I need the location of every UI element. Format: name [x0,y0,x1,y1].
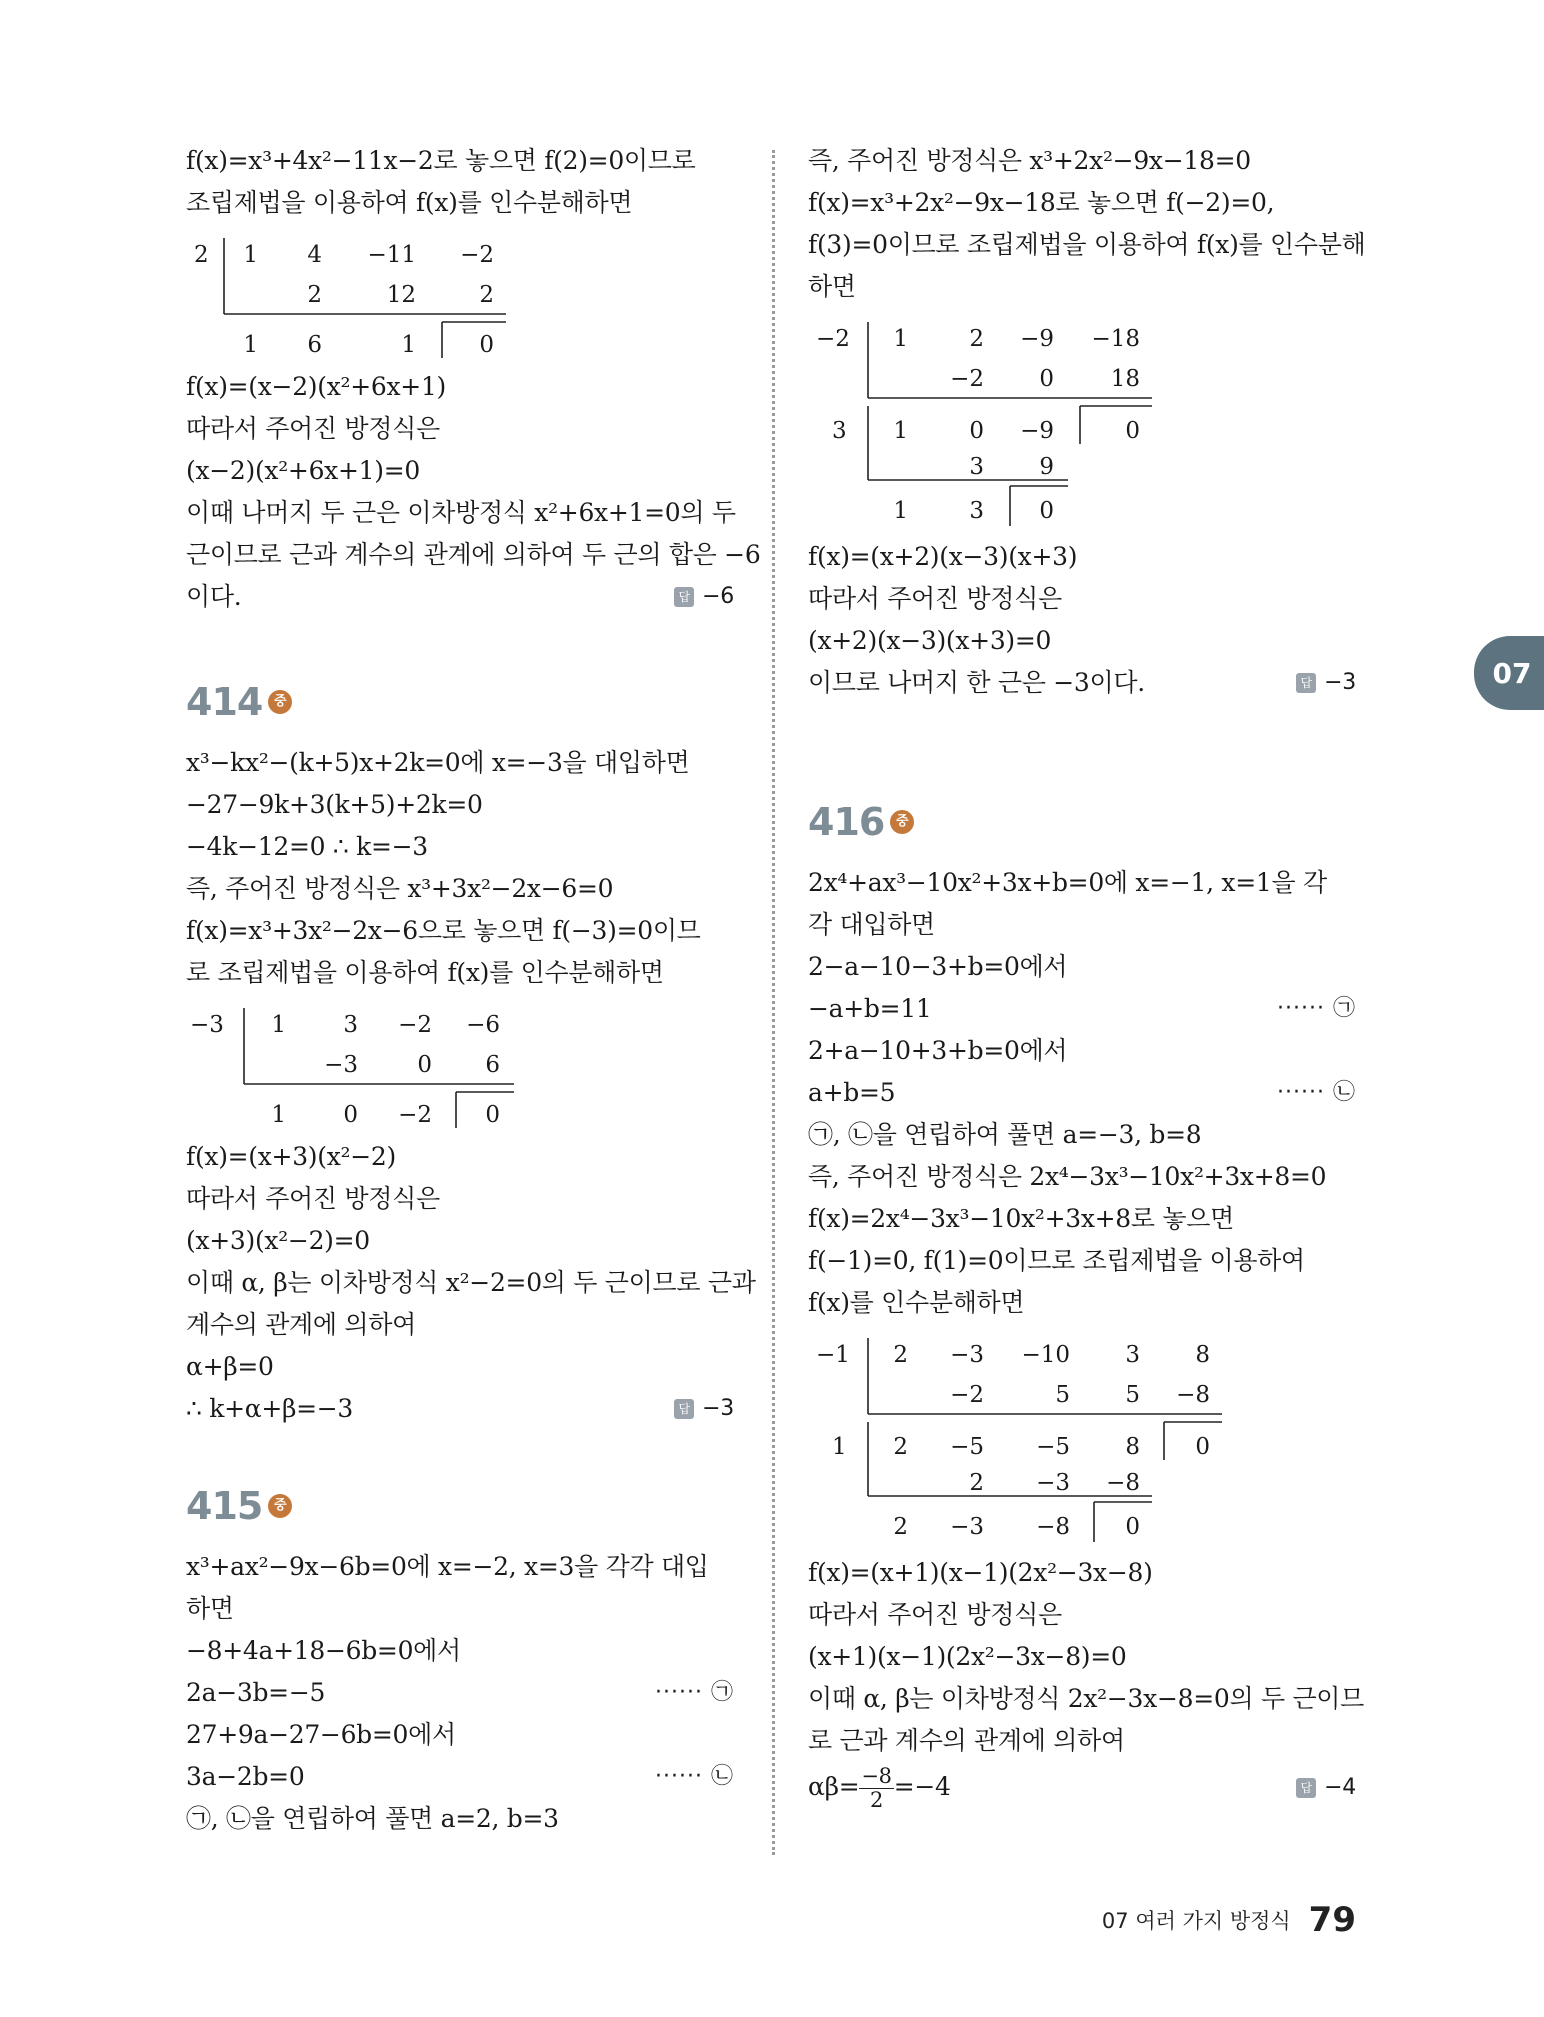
text-line: −27−9k+3(k+5)+2k=0 [186,790,483,819]
division-coefficient: 3 [343,1012,358,1038]
division-result: −5 [950,1434,984,1460]
equation-marker: ······ ㉡ [655,1764,734,1789]
text-line: 27+9a−27−6b=0에서 [186,1720,456,1749]
division-coefficient: 1 [243,242,258,268]
division-result: 8 [1125,1434,1140,1460]
text-line: f(x)=(x+2)(x−3)(x+3) [808,542,1078,571]
difficulty-icon: 중 [268,1494,292,1518]
text-line: 즉, 주어진 방정식은 x³+2x²−9x−18=0 [808,146,1251,175]
equation-line [808,1072,1356,1114]
text-line: 근이므로 근과 계수의 관계에 의하여 두 근의 합은 −6 [186,540,761,569]
problem-header-414 [186,670,734,734]
division-coefficient: 8 [1195,1342,1210,1368]
final-suffix: =−4 [893,1771,951,1801]
division-middle-value: −8 [1176,1382,1210,1408]
division-result: 1 [893,498,908,524]
division-middle-value: 5 [1125,1382,1140,1408]
division-result: 0 [969,418,984,444]
division-root: 1 [832,1434,847,1460]
text-line: (x+1)(x−1)(2x²−3x−8)=0 [808,1642,1127,1671]
division-coefficient: −10 [1021,1342,1070,1368]
problem-number: 415 [186,1484,263,1528]
equation-line [808,988,1356,1030]
division-coefficient: −2 [460,242,494,268]
division-coefficient: 1 [893,326,908,352]
division-coefficient: 4 [307,242,322,268]
text-line: 로 근과 계수의 관계에 의하여 [808,1726,1125,1755]
division-middle-value: 5 [1055,1382,1070,1408]
answer-value: −4 [1324,1775,1356,1800]
equation: 3a−2b=0 [186,1762,305,1791]
left-column [186,140,761,1840]
text-line: 이다. [186,582,242,611]
equation: −a+b=11 [808,994,932,1023]
division-coefficient: −11 [367,242,416,268]
equation-marker: ······ ㉡ [1277,1080,1356,1105]
division-result: 2 [893,1434,908,1460]
synthetic-division-table [186,1000,734,1128]
answer [1296,1767,1356,1809]
answer [674,576,734,618]
problem-number: 416 [808,800,885,844]
right-column [808,140,1366,1814]
answer [674,1388,734,1430]
text-line: 조립제법을 이용하여 f(x)를 인수분해하면 [186,188,633,217]
text-line: 계수의 관계에 의하여 [186,1310,416,1339]
division-coefficient: −9 [1020,326,1054,352]
text-line: f(x)=2x⁴−3x³−10x²+3x+8로 놓으면 [808,1204,1234,1233]
equation: 2a−3b=−5 [186,1678,326,1707]
answer-value: −3 [1324,670,1356,695]
text-line: f(x)=x³+4x²−11x−2로 놓으면 f(2)=0이므로 [186,146,696,175]
division-root: −1 [816,1342,850,1368]
column-divider [772,150,775,1855]
division-root: 2 [194,242,209,268]
division-result: 1 [893,418,908,444]
text-line: 각 대입하면 [808,910,935,939]
division-middle-value: 2 [307,282,322,308]
problem-header-415 [186,1474,734,1538]
division-coefficient: 1 [271,1012,286,1038]
text-line: ∴ k+α+β=−3 [186,1394,354,1423]
text-line: f(x)=(x−2)(x²+6x+1) [186,372,446,401]
division-result: −3 [950,1514,984,1540]
division-result: 6 [307,332,322,358]
equation-line [186,1756,734,1798]
text-line: −4k−12=0 ∴ k=−3 [186,832,428,861]
division-middle-value: 2 [479,282,494,308]
page-footer [1102,1900,1356,1940]
text-line: (x+3)(x²−2)=0 [186,1226,370,1255]
synthetic-division-table [186,230,734,358]
answer-value: −3 [702,1396,734,1421]
text-line: ㉠, ㉡을 연립하여 풀면 a=−3, b=8 [808,1120,1202,1149]
answer-value: −6 [702,584,734,609]
text-line: 따라서 주어진 방정식은 [808,1600,1062,1629]
equation-line [186,1672,734,1714]
text-line: 따라서 주어진 방정식은 [186,1184,440,1213]
division-middle-value: −3 [324,1052,358,1078]
division-middle-value: −2 [950,1382,984,1408]
division-middle-value: 9 [1039,454,1054,480]
division-coefficient: 3 [1125,1342,1140,1368]
text-line: 즉, 주어진 방정식은 x³+3x²−2x−6=0 [186,874,614,903]
text-line: 로 조립제법을 이용하여 f(x)를 인수분해하면 [186,958,664,987]
answer-icon: 답 [1296,1778,1316,1798]
division-middle-value: 18 [1110,366,1140,392]
text-line: 이때 나머지 두 근은 이차방정식 x²+6x+1=0의 두 [186,498,736,527]
answer-line [808,662,1356,704]
division-middle-value: 6 [485,1052,500,1078]
division-result: 0 [343,1102,358,1128]
text-line: 따라서 주어진 방정식은 [186,414,440,443]
division-middle-value: −2 [950,366,984,392]
division-middle-value: 2 [969,1470,984,1496]
answer-icon: 답 [1296,673,1316,693]
text-line: f(x)=(x+1)(x−1)(2x²−3x−8) [808,1558,1153,1587]
difficulty-icon: 중 [890,810,914,834]
text-line: f(x)=x³+2x²−9x−18로 놓으면 f(−2)=0, [808,188,1275,217]
footer-chapter-title: 07 여러 가지 방정식 [1101,1909,1291,1933]
fraction [859,1763,893,1812]
division-root: 3 [832,418,847,444]
division-coefficient: −2 [398,1012,432,1038]
answer-line [186,576,734,618]
division-result: −8 [1036,1514,1070,1540]
text-line: ㉠, ㉡을 연립하여 풀면 a=2, b=3 [186,1804,559,1833]
text-line: 하면 [808,272,856,301]
text-line: −8+4a+18−6b=0에서 [186,1636,461,1665]
division-middle-value: 12 [386,282,416,308]
division-coefficient: −6 [466,1012,500,1038]
text-line: f(x)를 인수분해하면 [808,1288,1025,1317]
division-result: −9 [1020,418,1054,444]
division-result: 2 [893,1514,908,1540]
text-line: (x−2)(x²+6x+1)=0 [186,456,420,485]
text-line: f(x)=(x+3)(x²−2) [186,1142,396,1171]
division-result: 1 [401,332,416,358]
text-line: 이때 α, β는 이차방정식 x²−2=0의 두 근이므로 근과 [186,1268,756,1297]
division-middle-value: 0 [417,1052,432,1078]
final-equation [808,1763,951,1812]
division-coefficient: −3 [950,1342,984,1368]
text-line: 이때 α, β는 이차방정식 2x²−3x−8=0의 두 근이므 [808,1684,1364,1713]
page-number: 79 [1308,1900,1356,1940]
division-result: −2 [398,1102,432,1128]
text-line: 2−a−10−3+b=0에서 [808,952,1068,981]
division-middle-value: −3 [1036,1470,1070,1496]
chapter-tab: 07 [1474,636,1544,710]
fraction-denominator: 2 [870,1787,884,1812]
equation-marker: ······ ㉠ [1277,996,1356,1021]
division-coefficient: 2 [969,326,984,352]
division-root: −2 [816,326,850,352]
text-line: x³+ax²−9x−6b=0에 x=−2, x=3을 각각 대입 [186,1552,709,1581]
final-prefix: αβ= [808,1771,860,1801]
division-coefficient: −18 [1091,326,1140,352]
answer-line [808,1762,1356,1814]
synthetic-division-table [808,314,1356,528]
answer-icon: 답 [674,587,694,607]
division-coefficient: 2 [893,1342,908,1368]
text-line: f(−1)=0, f(1)=0이므로 조립제법을 이용하여 [808,1246,1305,1275]
text-line: f(x)=x³+3x²−2x−6으로 놓으면 f(−3)=0이므 [186,916,701,945]
division-remainder: 0 [1125,418,1140,444]
division-middle-value: 3 [969,454,984,480]
equation-marker: ······ ㉠ [655,1680,734,1705]
equation: a+b=5 [808,1078,896,1107]
division-middle-value: −8 [1106,1470,1140,1496]
answer-line [186,1388,734,1430]
answer [1296,662,1356,704]
text-line: 하면 [186,1594,234,1623]
text-line: 따라서 주어진 방정식은 [808,584,1062,613]
problem-number: 414 [186,680,263,724]
difficulty-icon: 중 [268,690,292,714]
fraction-numerator: −8 [861,1763,892,1788]
text-line: (x+2)(x−3)(x+3)=0 [808,626,1052,655]
division-root: −3 [190,1012,224,1038]
text-line: f(3)=0이므로 조립제법을 이용하여 f(x)를 인수분해 [808,230,1366,259]
division-remainder: 0 [1039,498,1054,524]
division-remainder: 0 [1125,1514,1140,1540]
text-line: x³−kx²−(k+5)x+2k=0에 x=−3을 대입하면 [186,748,690,777]
division-result: −5 [1036,1434,1070,1460]
synthetic-division-table [808,1330,1356,1544]
division-result: 1 [243,332,258,358]
problem-header-416 [808,790,1356,854]
division-remainder: 0 [485,1102,500,1128]
text-line: 2x⁴+ax³−10x²+3x+b=0에 x=−1, x=1을 각 [808,868,1327,897]
division-result: 1 [271,1102,286,1128]
division-remainder: 0 [1195,1434,1210,1460]
answer-icon: 답 [674,1399,694,1419]
division-middle-value: 0 [1039,366,1054,392]
division-result: 3 [969,498,984,524]
text-line: 이므로 나머지 한 근은 −3이다. [808,668,1145,697]
division-remainder: 0 [479,332,494,358]
text-line: 2+a−10+3+b=0에서 [808,1036,1068,1065]
text-line: α+β=0 [186,1352,274,1381]
text-line: 즉, 주어진 방정식은 2x⁴−3x³−10x²+3x+8=0 [808,1162,1327,1191]
